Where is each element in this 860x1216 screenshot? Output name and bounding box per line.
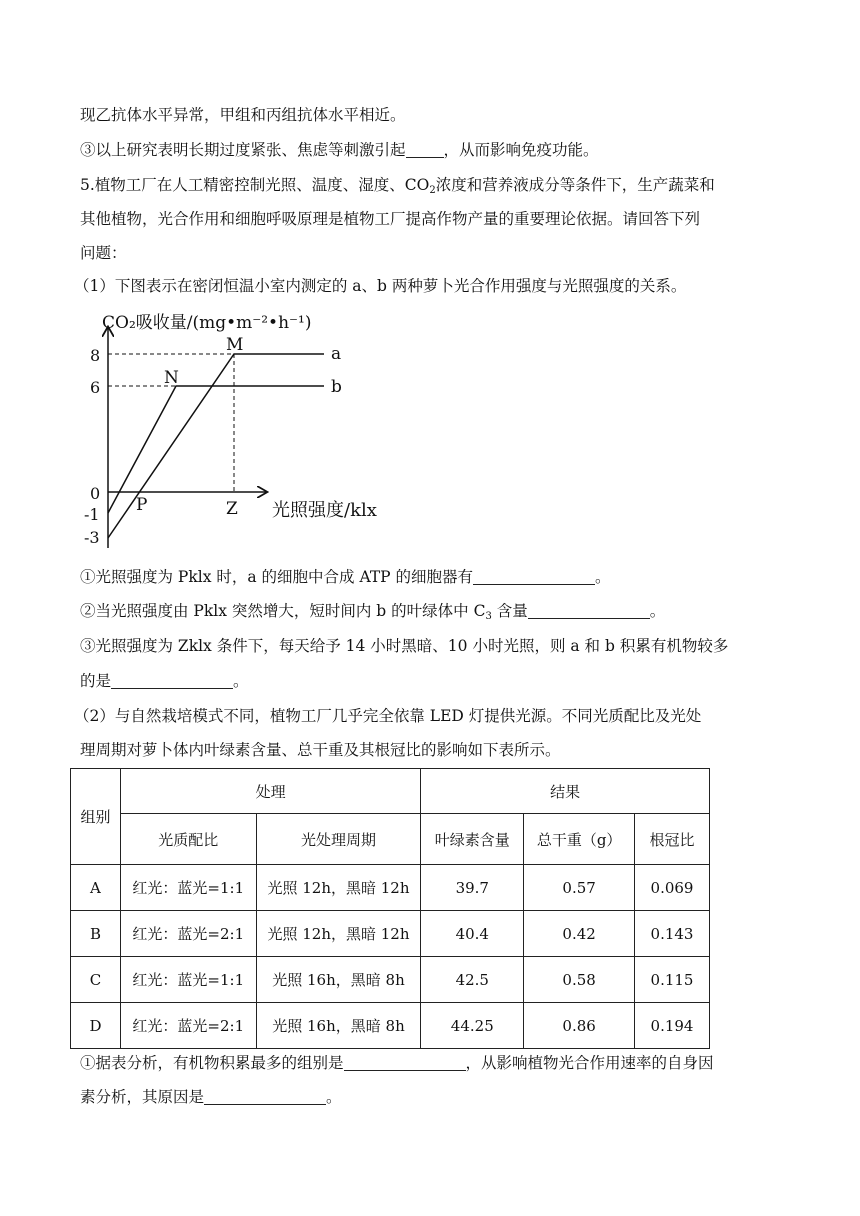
table-subheader-row [71, 814, 710, 865]
table-cell: 光照 16h，黑暗 8h [256, 1003, 421, 1049]
table-cell: 42.5 [421, 957, 524, 1003]
table-cell: 0.57 [524, 865, 635, 911]
header-cell: 光处理周期 [256, 814, 421, 865]
question-text: 含量 [491, 602, 528, 620]
table-cell: 0.143 [635, 911, 710, 957]
paragraph-text: 5.植物工厂在人工精密控制光照、温度、湿度、CO [80, 176, 430, 194]
text-line [80, 739, 561, 761]
point-label-n: N [164, 368, 179, 388]
text-line [80, 174, 715, 196]
text-line [80, 635, 728, 657]
answer-blank[interactable] [473, 568, 595, 585]
text-line [80, 139, 599, 161]
question-text: ①光照强度为 Pklx 时，a 的细胞中合成 ATP 的细胞器有 [80, 568, 474, 586]
table-cell: 红光：蓝光=1:1 [120, 957, 256, 1003]
table-row [71, 957, 710, 1003]
header-cell: 结果 [421, 769, 710, 814]
text-line [80, 670, 249, 692]
series-label-b: b [331, 377, 342, 397]
table-cell: B [71, 911, 121, 957]
y-tick-label: 0 [90, 484, 101, 503]
table-cell: 39.7 [421, 865, 524, 911]
answer-blank[interactable] [406, 141, 444, 158]
text-line [74, 275, 686, 297]
header-cell: 处理 [120, 769, 420, 814]
table-cell: C [71, 957, 121, 1003]
table-cell: 红光：蓝光=1:1 [120, 865, 256, 911]
paragraph-text: 问题： [80, 244, 127, 262]
question-text: 。 [326, 1088, 342, 1106]
text-line [80, 242, 127, 264]
table-cell: 0.069 [635, 865, 710, 911]
table-header-row [71, 769, 710, 814]
answer-blank[interactable] [204, 1088, 326, 1105]
text-line [80, 566, 611, 588]
table-row [71, 911, 710, 957]
table-cell: 光照 16h，黑暗 8h [256, 957, 421, 1003]
text-line [80, 600, 665, 622]
question-text: 。 [233, 672, 249, 690]
x-axis-label: 光照强度/klx [272, 500, 377, 521]
table-cell: 44.25 [421, 1003, 524, 1049]
y-axis-label: CO₂吸收量/(mg•m⁻²•h⁻¹) [102, 313, 312, 333]
table-row [71, 865, 710, 911]
question-text: 。 [595, 568, 611, 586]
table-cell: 0.58 [524, 957, 635, 1003]
paragraph-text: ③以上研究表明长期过度紧张、焦虑等刺激引起 [80, 141, 406, 159]
y-tick-label: 6 [90, 378, 101, 397]
photosynthesis-chart [78, 300, 418, 560]
series-label-a: a [331, 344, 342, 364]
paragraph-text: 浓度和营养液成分等条件下，生产蔬菜和 [435, 176, 715, 194]
question-text: ②当光照强度由 Pklx 突然增大，短时间内 b 的叶绿体中 C [80, 602, 486, 620]
question-text: ③光照强度为 Zklx 条件下，每天给予 14 小时黑暗、10 小时光照，则 a 和 b 积累有机物较多 [80, 637, 729, 655]
paragraph-text: 现乙抗体水平异常，甲组和丙组抗体水平相近。 [80, 106, 406, 124]
text-line [80, 1086, 342, 1108]
paragraph-text: （1）下图表示在密闭恒温小室内测定的 a、b 两种萝卜光合作用强度与光照强度的关系。 [74, 277, 687, 295]
y-tick-label: -1 [84, 505, 100, 524]
table-cell: 红光：蓝光=2:1 [120, 911, 256, 957]
text-line [74, 705, 701, 727]
answer-blank[interactable] [528, 602, 650, 619]
table-cell: 光照 12h，黑暗 12h [256, 911, 421, 957]
table-cell: 0.86 [524, 1003, 635, 1049]
x-tick-label-p: P [136, 495, 148, 515]
answer-blank[interactable] [111, 672, 233, 689]
text-line [80, 1052, 714, 1074]
header-cell: 总干重（g） [524, 814, 635, 865]
subscript: 3 [485, 611, 492, 622]
paragraph-text: （2）与自然栽培模式不同，植物工厂几乎完全依靠 LED 灯提供光源。不同光质配比及光处 [74, 707, 702, 725]
table-cell: 红光：蓝光=2:1 [120, 1003, 256, 1049]
table-cell: D [71, 1003, 121, 1049]
question-text: 。 [649, 602, 666, 620]
x-tick-label-z: Z [226, 499, 238, 519]
y-tick-label: 8 [90, 346, 101, 365]
point-label-m: M [226, 335, 244, 355]
text-line [80, 104, 406, 126]
series-b-line [108, 386, 324, 513]
question-text: ，从影响植物光合作用速率的自身因 [465, 1054, 714, 1072]
subscript: 2 [429, 185, 436, 196]
answer-blank[interactable] [344, 1054, 466, 1071]
question-text: 素分析，其原因是 [80, 1088, 205, 1106]
header-cell: 光质配比 [120, 814, 256, 865]
paragraph-text: 其他植物，光合作用和细胞呼吸原理是植物工厂提高作物产量的重要理论依据。请回答下列 [80, 210, 701, 228]
header-cell: 组别 [71, 769, 121, 865]
table-cell: 40.4 [421, 911, 524, 957]
header-cell: 叶绿素含量 [421, 814, 524, 865]
paragraph-text: ，从而影响免疫功能。 [443, 141, 599, 159]
question-text: ①据表分析，有机物积累最多的组别是 [80, 1054, 344, 1072]
text-line [80, 208, 700, 230]
table-row [71, 1003, 710, 1049]
header-cell: 根冠比 [635, 814, 710, 865]
table-cell: 0.194 [635, 1003, 710, 1049]
table-cell: 0.115 [635, 957, 710, 1003]
table-cell: A [71, 865, 121, 911]
y-tick-label: -3 [84, 528, 100, 547]
table-cell: 光照 12h，黑暗 12h [256, 865, 421, 911]
question-text: 的是 [80, 672, 112, 690]
table-cell: 0.42 [524, 911, 635, 957]
paragraph-text: 理周期对萝卜体内叶绿素含量、总干重及其根冠比的影响如下表所示。 [80, 741, 561, 759]
results-table [70, 768, 710, 1049]
